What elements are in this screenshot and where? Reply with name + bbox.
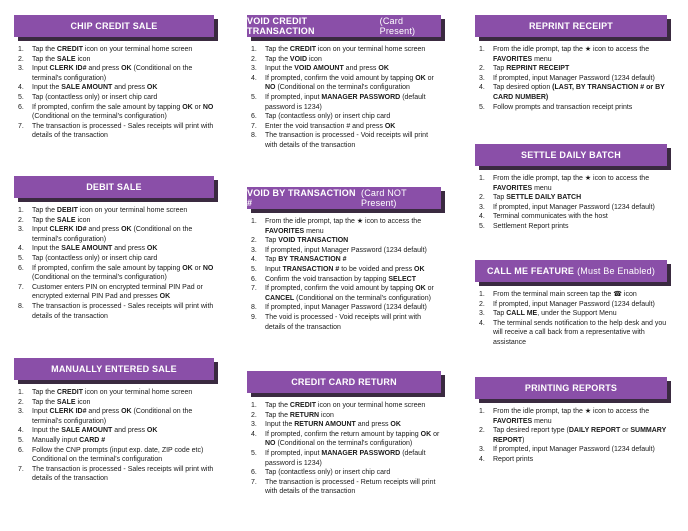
step-item	[479, 64, 667, 74]
step-text: Report prints	[493, 455, 534, 463]
step-text: If prompted, input Manager Password (1234 default)	[265, 246, 427, 254]
section-banner	[247, 187, 441, 209]
step-text: Tap CALL ME, under the Support Menu	[493, 310, 617, 318]
step-item	[251, 64, 441, 74]
step-item	[479, 426, 667, 445]
step-text: Manually input CARD #	[32, 436, 106, 444]
step-text: Tap the VOID icon	[265, 55, 322, 63]
step-text: If prompted, input Manager Password (1234 default)	[493, 446, 655, 454]
steps-list	[14, 206, 214, 321]
section-banner	[247, 371, 441, 393]
step-item	[18, 83, 214, 93]
section-banner	[14, 176, 214, 198]
step-item	[251, 420, 441, 430]
step-text: Input the SALE AMOUNT and press OK	[32, 245, 158, 253]
step-item	[18, 206, 214, 216]
step-number: 2.	[251, 237, 257, 245]
step-text: If prompted, input Manager Password (1234 default)	[493, 74, 655, 82]
step-text: Tap the CREDIT icon on your terminal home screen	[32, 389, 193, 396]
step-number: 4.	[18, 245, 24, 253]
step-text: Tap the SALE icon	[32, 55, 91, 63]
step-number: 3.	[251, 421, 257, 429]
step-item	[479, 445, 667, 455]
section-banner	[475, 377, 667, 399]
step-number: 1.	[479, 408, 485, 415]
step-text: Follow prompts and transaction receipt prints	[493, 103, 633, 111]
step-item	[251, 449, 441, 468]
step-text: If prompted, input MANAGER PASSWORD (default password is 1234)	[265, 93, 426, 111]
steps-list	[247, 401, 441, 497]
step-number: 2.	[479, 427, 485, 435]
section-settle-daily-batch	[475, 144, 667, 232]
phone-icon: ☎	[613, 291, 622, 298]
step-number: 2.	[251, 55, 257, 63]
step-number: 7.	[18, 465, 24, 473]
steps-list	[475, 290, 667, 348]
steps-list	[14, 45, 214, 141]
step-text: Tap the CREDIT icon on your terminal home screen	[265, 46, 426, 53]
step-text: Settlement Report prints	[493, 222, 569, 230]
step-text: Confirm the void transaction by tapping SELECT	[265, 275, 416, 283]
section-title: VOID CREDIT TRANSACTION	[247, 16, 315, 36]
step-text: Tap the RETURN icon	[265, 411, 334, 419]
section-banner	[14, 15, 214, 37]
step-number: 6.	[18, 446, 24, 454]
step-text: The transaction is processed - Sales receipts will print with details of the transaction	[32, 465, 214, 483]
step-number: 2.	[18, 398, 24, 406]
star-icon: ★	[584, 408, 592, 415]
step-number: 3.	[18, 408, 24, 416]
steps-list	[475, 174, 667, 232]
step-number: 5.	[18, 254, 24, 262]
step-text: Input CLERK ID# and press OK (Conditional on the terminal's configuration)	[32, 65, 193, 82]
step-number: 4.	[479, 213, 485, 221]
step-number: 4.	[251, 74, 257, 82]
step-number: 1.	[18, 46, 24, 53]
section-debit-sale	[14, 176, 214, 321]
step-item	[251, 313, 441, 332]
section-title: CALL ME FEATURE	[486, 266, 575, 276]
step-text: The transaction is processed - Void receipts will print with details of the transaction	[265, 132, 429, 149]
section-title: CHIP CREDIT SALE	[70, 21, 158, 31]
step-item	[18, 45, 214, 55]
step-text: If prompted, input Manager Password (1234 default)	[493, 203, 655, 211]
step-number: 4.	[18, 427, 24, 435]
step-number: 3.	[251, 246, 257, 254]
step-text: Follow the CNP prompts (input exp. date, ZIP code etc) Conditional on the terminal's configuration	[32, 446, 204, 464]
step-text: Tap the SALE icon	[32, 216, 91, 224]
step-number: 1.	[479, 291, 485, 298]
step-text: Customer enters PIN on encrypted terminal PIN Pad or encrypted external PIN Pad and presses OK	[32, 283, 203, 301]
step-item	[18, 216, 214, 226]
step-number: 6.	[18, 264, 24, 272]
step-item	[18, 436, 214, 446]
step-item	[18, 244, 214, 254]
step-text: Tap (contactless only) or insert chip card	[32, 254, 158, 262]
section-void-by-transaction	[247, 187, 441, 332]
step-number: 4.	[479, 455, 485, 463]
step-text: Input CLERK ID# and press OK (Conditional on the terminal's configuration)	[32, 226, 193, 243]
step-item	[18, 122, 214, 141]
step-text: The transaction is processed - Return receipts will print with details of the transaction	[265, 478, 436, 496]
step-item	[479, 222, 667, 232]
step-text: If prompted, input MANAGER PASSWORD (default password is 1234)	[265, 449, 426, 467]
step-item	[251, 255, 441, 265]
step-item	[18, 283, 214, 302]
step-text: Tap BY TRANSACTION #	[265, 256, 347, 264]
step-number: 2.	[18, 216, 24, 224]
step-number: 5.	[18, 93, 24, 101]
step-text: Tap desired report type (DAILY REPORT or SUMMARY REPORT)	[493, 427, 667, 444]
section-title: PRINTING REPORTS	[524, 383, 618, 393]
step-text: Terminal communicates with the host	[493, 213, 608, 221]
step-item	[479, 407, 667, 426]
step-number: 7.	[18, 122, 24, 130]
step-number: 7.	[18, 283, 24, 291]
step-text: The void is processed - Void receipts will print with details of the transaction	[265, 313, 422, 331]
step-item	[479, 309, 667, 319]
step-number: 8.	[251, 132, 257, 140]
star-icon: ★	[584, 175, 592, 182]
step-item	[479, 83, 667, 102]
step-item	[479, 193, 667, 203]
step-item	[251, 468, 441, 478]
steps-list	[247, 45, 441, 151]
step-number: 2.	[479, 194, 485, 202]
step-item	[18, 254, 214, 264]
step-item	[251, 284, 441, 303]
star-icon: ★	[584, 46, 592, 53]
step-number: 8.	[18, 302, 24, 310]
step-item	[479, 290, 667, 300]
step-text: Tap the CREDIT icon on your terminal home screen	[265, 402, 426, 409]
step-text: If prompted, input Manager Password (1234 default)	[265, 304, 427, 312]
step-number: 4.	[479, 319, 485, 327]
step-item	[18, 388, 214, 398]
step-number: 5.	[18, 436, 24, 444]
step-number: 5.	[251, 265, 257, 273]
step-item	[251, 246, 441, 256]
step-item	[479, 103, 667, 113]
steps-list	[475, 407, 667, 465]
step-text: From the idle prompt, tap the ★ icon to access the FAVORITES menu	[265, 218, 422, 235]
step-item	[251, 45, 441, 55]
step-text: Tap the CREDIT icon on your terminal home screen	[32, 46, 193, 53]
step-item	[251, 112, 441, 122]
step-text: If prompted, input Manager Password (1234 default)	[493, 300, 655, 308]
step-item	[18, 264, 214, 283]
step-text: Tap the SALE icon	[32, 398, 91, 406]
step-text: Input the SALE AMOUNT and press OK	[32, 84, 158, 92]
step-item	[18, 398, 214, 408]
step-item	[251, 74, 441, 93]
step-text: Input the RETURN AMOUNT and press OK	[265, 421, 401, 429]
step-text: Input the VOID AMOUNT and press OK	[265, 65, 389, 73]
steps-list	[14, 388, 214, 484]
step-number: 1.	[479, 46, 485, 53]
step-text: The transaction is processed - Sales receipts will print with details of the transaction	[32, 122, 214, 140]
step-item	[251, 217, 441, 236]
step-text: Tap VOID TRANSACTION	[265, 237, 349, 245]
section-banner	[475, 260, 667, 282]
step-item	[251, 275, 441, 285]
section-credit-card-return	[247, 371, 441, 497]
step-number: 2.	[251, 411, 257, 419]
step-item	[479, 174, 667, 193]
step-item	[251, 411, 441, 421]
section-banner	[14, 358, 214, 380]
step-item	[18, 465, 214, 484]
step-item	[479, 45, 667, 64]
step-number: 3.	[479, 74, 485, 82]
step-item	[251, 55, 441, 65]
step-text: From the terminal main screen tap the ☎ icon	[493, 291, 637, 298]
step-item	[18, 302, 214, 321]
step-text: If prompted, confirm the return amount by tapping OK or NO (Conditional on the terminal's configuration)	[265, 430, 440, 448]
step-text: The transaction is processed - Sales receipts will print with details of the transaction	[32, 302, 214, 320]
step-text: If prompted, confirm the sale amount by tapping OK or NO (Conditional on the terminal's configuration)	[32, 264, 214, 282]
step-text: From the idle prompt, tap the ★ icon to access the FAVORITES menu	[493, 175, 650, 192]
step-number: 3.	[479, 310, 485, 318]
step-item	[251, 303, 441, 313]
step-number: 4.	[251, 430, 257, 438]
step-number: 6.	[251, 469, 257, 477]
step-item	[18, 103, 214, 122]
step-number: 4.	[479, 84, 485, 92]
step-number: 1.	[18, 207, 24, 214]
step-item	[479, 203, 667, 213]
section-void-credit-transaction	[247, 15, 441, 151]
step-number: 1.	[479, 175, 485, 182]
section-chip-credit-sale	[14, 15, 214, 141]
step-text: The terminal sends notification to the help desk and you will receive a call back from a representative with assistance	[493, 319, 667, 346]
step-text: Tap SETTLE DAILY BATCH	[493, 194, 582, 202]
step-text: From the idle prompt, tap the ★ icon to access the FAVORITES menu	[493, 46, 650, 63]
step-text: If prompted, confirm the void amount by tapping OK or NO (Conditional on the terminal's configuration	[265, 74, 434, 92]
section-title: SETTLE DAILY BATCH	[521, 150, 621, 160]
step-item	[479, 212, 667, 222]
step-item	[18, 55, 214, 65]
step-item	[479, 300, 667, 310]
step-number: 1.	[18, 389, 24, 396]
section-subtitle: (Card Present)	[379, 16, 416, 36]
step-number: 5.	[479, 222, 485, 230]
step-number: 2.	[18, 55, 24, 63]
section-title: CREDIT CARD RETURN	[291, 377, 397, 387]
section-title: DEBIT SALE	[86, 182, 142, 192]
step-number: 1.	[251, 46, 257, 53]
step-item	[251, 236, 441, 246]
step-item	[18, 407, 214, 426]
section-subtitle: (Card NOT Present)	[361, 188, 407, 208]
step-number: 6.	[18, 103, 24, 111]
step-text: If prompted, confirm the sale amount by tapping OK or NO (Conditional on the terminal's configuration)	[32, 103, 214, 121]
step-text: Input TRANSACTION # to be voided and press OK	[265, 265, 425, 273]
step-number: 3.	[18, 226, 24, 234]
step-text: Enter the void transaction # and press OK	[265, 122, 396, 130]
step-number: 5.	[251, 93, 257, 101]
step-number: 7.	[251, 285, 257, 293]
step-number: 1.	[251, 218, 257, 225]
step-text: Tap REPRINT RECEIPT	[493, 65, 570, 73]
section-title: MANUALLY ENTERED SALE	[51, 364, 177, 374]
step-number: 4.	[18, 84, 24, 92]
step-number: 7.	[251, 478, 257, 486]
step-item	[18, 446, 214, 465]
step-number: 2.	[479, 300, 485, 308]
section-title: VOID BY TRANSACTION #	[247, 188, 356, 208]
section-banner	[247, 15, 441, 37]
step-item	[479, 319, 667, 348]
step-number: 1.	[251, 402, 257, 409]
step-text: Tap desired option (LAST, BY TRANSACTION # or BY CARD NUMBER)	[493, 84, 665, 101]
step-number: 6.	[251, 113, 257, 121]
step-item	[251, 93, 441, 112]
step-number: 4.	[251, 256, 257, 264]
step-item	[18, 64, 214, 83]
section-reprint-receipt	[475, 15, 667, 112]
step-item	[251, 401, 441, 411]
step-text: Input the SALE AMOUNT and press OK	[32, 427, 158, 435]
step-number: 3.	[479, 203, 485, 211]
section-banner	[475, 144, 667, 166]
step-number: 3.	[251, 65, 257, 73]
section-call-me-feature	[475, 260, 667, 348]
step-item	[479, 455, 667, 465]
step-text: Tap (contactless only) or insert chip card	[265, 113, 391, 121]
step-text: If prompted, confirm the void amount by tapping OK or CANCEL (Conditional on the terminal's configuration)	[265, 285, 434, 302]
step-item	[479, 74, 667, 84]
step-number: 3.	[479, 446, 485, 454]
section-printing-reports	[475, 377, 667, 465]
step-item	[251, 131, 441, 150]
section-title: REPRINT RECEIPT	[528, 21, 613, 31]
step-number: 2.	[479, 65, 485, 73]
step-item	[251, 478, 441, 497]
step-item	[251, 265, 441, 275]
section-subtitle: (Must Be Enabled)	[577, 266, 656, 276]
step-number: 9.	[251, 313, 257, 321]
section-manually-entered-sale	[14, 358, 214, 484]
step-item	[18, 93, 214, 103]
step-number: 3.	[18, 65, 24, 73]
step-number: 6.	[251, 275, 257, 283]
step-text: Tap (contactless only) or insert chip card	[32, 93, 158, 101]
steps-list	[247, 217, 441, 332]
step-number: 5.	[479, 103, 485, 111]
step-text: Tap (contactless only) or insert chip card	[265, 469, 391, 477]
step-text: Tap the DEBIT icon on your terminal home screen	[32, 207, 188, 214]
star-icon: ★	[356, 218, 364, 225]
step-text: Input CLERK ID# and press OK (Conditional on the terminal's configuration)	[32, 408, 193, 425]
step-text: From the idle prompt, tap the ★ icon to access the FAVORITES menu	[493, 408, 650, 425]
step-item	[18, 426, 214, 436]
step-item	[18, 225, 214, 244]
step-number: 5.	[251, 449, 257, 457]
step-number: 8.	[251, 304, 257, 312]
step-item	[251, 430, 441, 449]
steps-list	[475, 45, 667, 112]
section-banner	[475, 15, 667, 37]
step-number: 7.	[251, 122, 257, 130]
step-item	[251, 122, 441, 132]
